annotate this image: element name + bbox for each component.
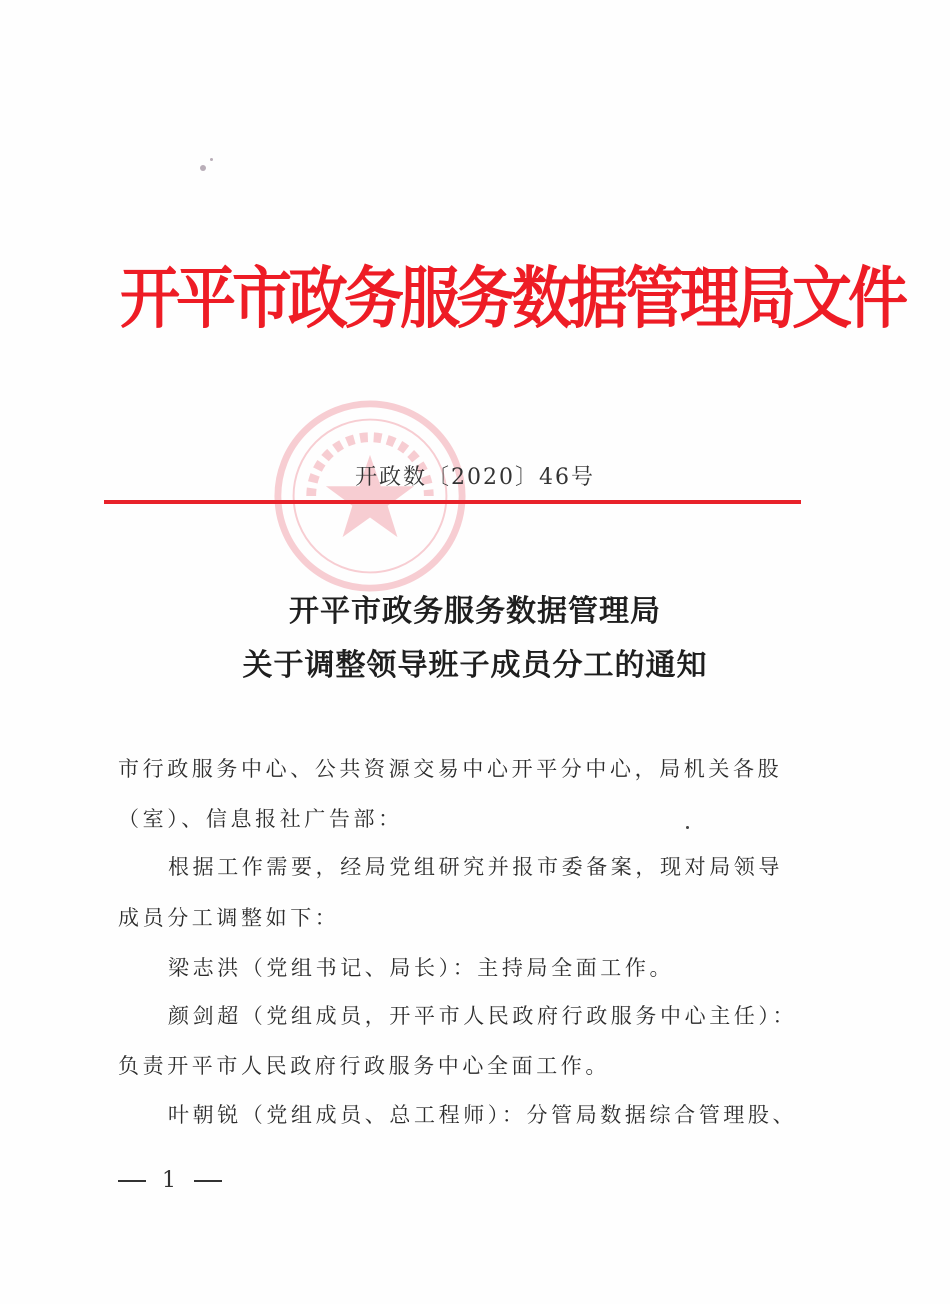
- paragraph-line: 成员分工调整如下：: [118, 906, 340, 930]
- paragraph-line: 梁志洪（党组书记、局长）：主持局全面工作。: [168, 956, 675, 980]
- paragraph-line: （室）、信息报社广告部：: [118, 807, 403, 831]
- scan-speck: [210, 158, 213, 161]
- paragraph-line: 叶朝锐（党组成员、总工程师）：分管局数据综合管理股、: [168, 1103, 798, 1127]
- document-title-line-1: 开平市政务服务数据管理局: [289, 594, 661, 629]
- red-divider-line: [104, 500, 801, 504]
- page-number-dash: [194, 1180, 222, 1182]
- document-number: 开政数〔2020〕46号: [355, 465, 595, 490]
- page-number-dash: [118, 1180, 146, 1182]
- paragraph-line: 颜剑超（党组成员，开平市人民政府行政服务中心主任）：: [168, 1004, 798, 1028]
- paragraph-line: 市行政服务中心、公共资源交易中心开平分中心，局机关各股: [118, 757, 783, 781]
- document-title-line-2: 关于调整领导班子成员分工的通知: [242, 648, 708, 683]
- page-number-value: 1: [162, 1168, 178, 1193]
- document-header-title: 开平市政务服务数据管理局文件: [120, 259, 904, 339]
- page-number: [118, 1168, 222, 1193]
- paragraph-line: 负责开平市人民政府行政服务中心全面工作。: [118, 1054, 610, 1078]
- paragraph-line: 根据工作需要，经局党组研究并报市委备案，现对局领导: [168, 855, 783, 879]
- scan-speck: [200, 165, 206, 171]
- official-seal-icon: [272, 398, 468, 594]
